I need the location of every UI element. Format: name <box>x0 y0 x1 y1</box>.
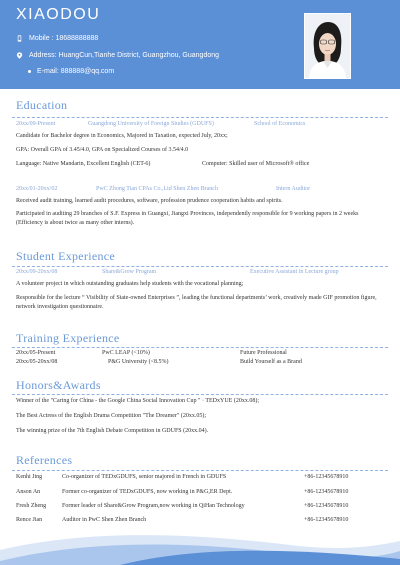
language-skill: Language: Native Mandarin, Excellent English (CET-6) <box>16 161 151 167</box>
student-divider <box>12 266 388 267</box>
student-heading: Student Experience <box>16 249 116 263</box>
reference-phone: +86-12345678910 <box>304 489 349 495</box>
bullet-dot-icon <box>28 70 31 73</box>
honor-line: Winner of the "Caring for China - the Google China Social Innovation Cup " · TEDxYUE (20xx.08); <box>16 398 259 404</box>
reference-phone: +86-12345678910 <box>304 517 349 523</box>
computer-skill: Computer: Skilled user of Microsoft® office <box>202 161 310 167</box>
reference-name: Kenhi Jing <box>16 474 43 480</box>
education-gpa-line: GPA: Overall GPA of 3.45/4.0, GPA on Specialized Courses of 3.54/4.0 <box>16 147 189 153</box>
honor-line: The winning prize of the 7th English Debate Competition in GDUFS (20xx.04). <box>16 428 209 434</box>
internship-line-1: Received audit training, learned audit procedures, software, profession prudence cooperation habits and spirits. <box>16 198 283 204</box>
student-date: 20xx/09-20xx/08 <box>16 269 58 275</box>
training-program: PwC LEAP (<10%) <box>102 350 150 356</box>
header-banner <box>0 0 400 89</box>
mobile-text: Mobile : 18688888888 <box>29 35 99 42</box>
address-line <box>16 52 219 59</box>
internship-line-2: Participated in auditing 29 branches of S.F. Express in Guangxi, Jiangxi Provinces, independently responsible for 9 working papers in 2 weeks (Efficiency is about twice as many other interns). <box>16 211 359 226</box>
email-text: E-mail: 888888@qq.com <box>37 68 115 75</box>
education-degree-line: Candidate for Bachelor degree in Economics, Majored in Taxation, expected July, 20xx; <box>16 133 228 139</box>
reference-desc: Auditor in PwC Shen Zhen Branch <box>62 517 147 523</box>
reference-name: Fresh Zheng <box>16 503 47 509</box>
honors-divider <box>12 394 388 395</box>
profile-photo <box>304 13 351 79</box>
education-school: Guangdong University of Foreign Studies (GDUFS) <box>88 121 214 127</box>
portrait-image <box>305 14 350 78</box>
phone-icon <box>16 35 23 42</box>
training-heading: Training Experience <box>16 331 120 345</box>
education-date: 20xx/09-Present <box>16 121 56 127</box>
training-date: 20xx/05-Present <box>16 350 56 356</box>
reference-desc: Co-organizer of TEDxGDUFS, senior majored in French in GDUFS <box>62 474 227 480</box>
references-divider <box>12 470 388 471</box>
reference-desc: Former leader of Share&Grow Program,now working in QiHan Technology <box>62 503 245 509</box>
education-faculty: School of Economics <box>254 121 306 127</box>
training-date: 20xx/05-20xx/08 <box>16 359 58 365</box>
honor-line: The Best Actress of the English Drama Competition "The Dreamer" (20xx.05); <box>16 413 207 419</box>
training-divider <box>12 347 388 348</box>
reference-name: Anson An <box>16 489 41 495</box>
student-line-1: A volunteer project in which outstanding graduates help students with the vocational planning; <box>16 281 244 287</box>
address-text: Address: HuangCun,Tianhe District, Guangzhou, Guangdong <box>29 52 220 59</box>
education-divider <box>12 117 388 118</box>
student-program: Share&Grow Program <box>102 269 157 275</box>
student-line-2: Responsible for the lecture “ Visibility of State-owned Enterprises ”, leading the functional departments’ work, creatively made GIF promotion figure, network investigation questionnaire. <box>16 295 377 310</box>
references-heading: References <box>16 453 73 467</box>
reference-desc: Former co-organizer of TEDxGDUFS, now working in P&G,ER Dept. <box>62 489 233 495</box>
reference-phone: +86-12345678910 <box>304 503 349 509</box>
email-line <box>28 68 114 75</box>
training-title: Future Professional <box>240 350 287 356</box>
resume-name: XIAODOU <box>16 6 101 23</box>
mobile-line <box>16 35 98 42</box>
student-role: Executive Assistant in Lecture group <box>250 269 339 275</box>
location-pin-icon <box>16 52 23 59</box>
honors-heading: Honors&Awards <box>16 378 101 392</box>
training-title: Build Yourself as a Brand <box>240 359 302 365</box>
reference-phone: +86-12345678910 <box>304 474 349 480</box>
internship-company: PwC Zhong Tian CPAs Co.,Ltd Shen Zhen Branch <box>96 186 218 192</box>
internship-role: Intern Auditor <box>276 186 311 192</box>
education-heading: Education <box>16 98 68 112</box>
training-program: P&G University (<8.5%) <box>108 359 169 365</box>
internship-date: 20xx/01-20xx/02 <box>16 186 58 192</box>
reference-name: Rence Jian <box>16 517 43 523</box>
